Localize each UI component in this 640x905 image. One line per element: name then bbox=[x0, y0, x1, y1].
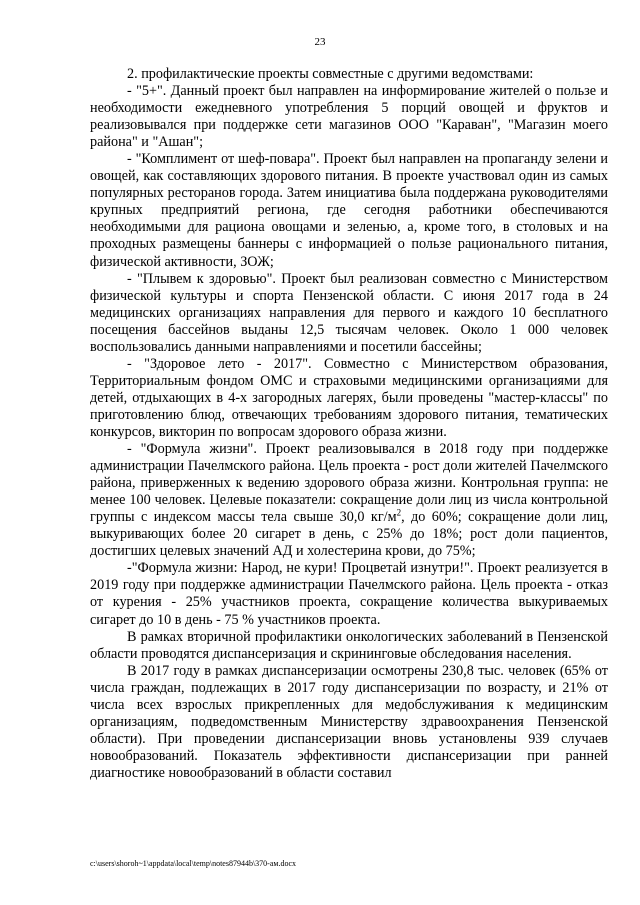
paragraph-project-5plus: - "5+". Данный проект был направлен на информирование жителей о пользе и необходимости ежедневного употребления 5 порций овощей и фруктов и реализовывался при поддержке сети магазинов ООО "Караван", "Магазин моего района" и "Ашан"; bbox=[90, 83, 608, 151]
paragraph-secondary-prevention: В рамках вторичной профилактики онкологических заболеваний в Пензенской области проводятся диспансеризация и скрининговые обследования населения. bbox=[90, 628, 608, 662]
paragraph-project-formula bbox=[90, 441, 608, 560]
paragraph-project-swim: - "Плывем к здоровью". Проект был реализован совместно с Министерством физической культуры и спорта Пензенской области. С июня 2017 года в 24 медицинских организациях направления для первого и каждого 10 бесплатного посещения бассейнов выданы 12,5 тысячам человек. Около 1 000 человек воспользовались данными направлениями и посетили бассейны; bbox=[90, 270, 608, 355]
paragraph-dispensary-2017: В 2017 году в рамках диспансеризации осмотрены 230,8 тыс. человек (65% от числа граждан, подлежащих в 2017 году диспансеризации по возрасту, и 21% от числа всех взрослых прикрепленных для медобслуживания к медицинским организациям, подведомственным Министерству здравоохранения Пензенской области). При проведении диспансеризации вновь установлены 939 случаев новообразований. Показатель эффективности диспансеризации при ранней диагностике новообразований в области составил bbox=[90, 662, 608, 781]
footer-file-path: c:\users\shoroh~1\appdata\local\temp\notes87944b\370-ам.docx bbox=[90, 859, 297, 868]
superscript-2: 2 bbox=[396, 507, 402, 518]
paragraph-heading: 2. профилактические проекты совместные с другими ведомствами: bbox=[127, 66, 534, 82]
page-number: 23 bbox=[314, 36, 326, 48]
formula-text-part2: , до 60%; сокращение доли лиц, выкуривающих более 20 сигарет в день, с 25% до 18%; рост доли пациентов, достигших целевых значений АД и холестерина крови, до 75%; bbox=[90, 509, 608, 560]
formula-text-part1: - "Формула жизни". Проект реализовывался в 2018 году при поддержке администрации Пачелмского района. Цель проекта - рост доли жителей Пачелмского района, приверженных к ведению здорового образа жизни. Контрольная группа: не менее 100 человек. Целевые показатели: сокращение доли лиц из числа контрольной группы с индексом массы тела свыше 30,0 кг/м bbox=[90, 441, 608, 526]
paragraph-project-formula-smoking: -"Формула жизни: Народ, не кури! Процветай изнутри!". Проект реализуется в 2019 году при поддержке администрации Пачелмского района. Цель проекта - отказ от курения - 25% участников проекта, сокращение количества выкуриваемых сигарет до 10 в день - 75 % участников проекта. bbox=[90, 560, 608, 628]
paragraph-project-summer: - "Здоровое лето - 2017". Совместно с Министерством образования, Территориальным фондом ОМС и страховыми медицинскими организациями для детей, отдыхающих в 4-х загородных лагерях, были проведены "мастер-классы" по приготовлению блюд, отвечающих требованиям здорового питания, тематических конкурсов, викторин по вопросам здорового образа жизни. bbox=[90, 355, 608, 440]
paragraph-project-compliment: - "Комплимент от шеф-повара". Проект был направлен на пропаганду зелени и овощей, как составляющих здорового питания. В проекте участвовал один из самых популярных ресторанов города. Затем инициатива была поддержана руководителями крупных предприятий региона, где сегодня работники обеспечиваются необходимыми для рациона овощами и зеленью, а, кроме того, в столовых и на проходных размещены баннеры с информацией о пользе рационального питания, физической активности, ЗОЖ; bbox=[90, 151, 608, 270]
document-body bbox=[90, 66, 608, 782]
